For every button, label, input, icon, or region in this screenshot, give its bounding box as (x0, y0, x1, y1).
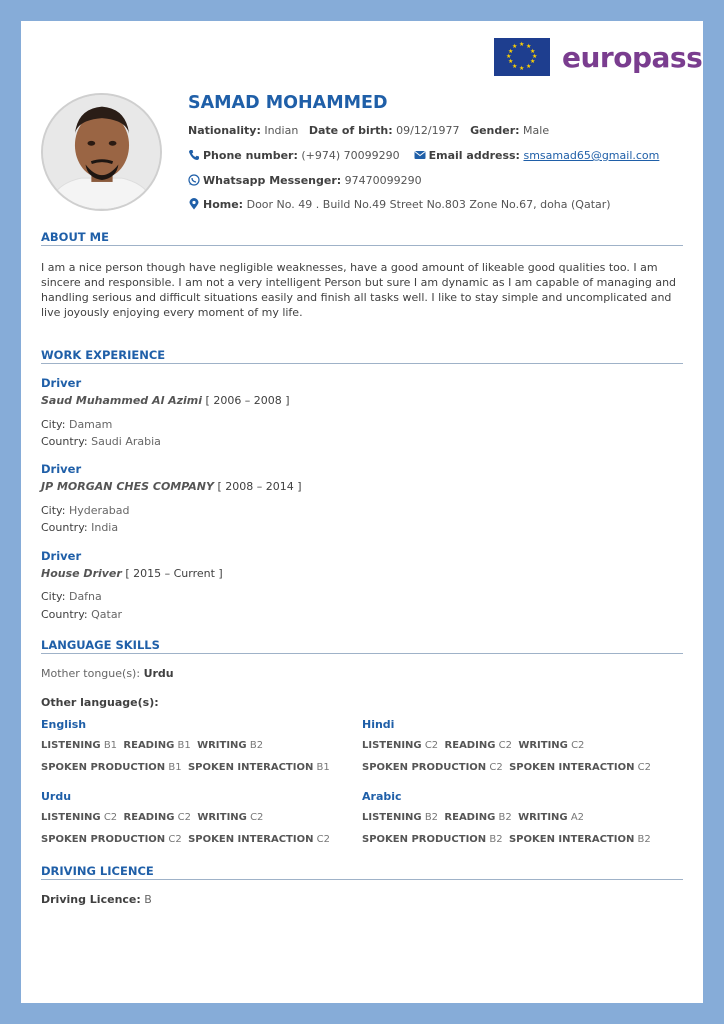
about-text: I am a nice person though have negligible weaknesses, have a good amount of likeable good qualities too. I am sincere and responsible. I am not a very intelligent Person but sure I am dynamic as I am capable of managing and handling serious and difficult situations easily and finish all tasks well. I like to stay simple and uncomplicated and live joyously enjoying every moment of my life. (41, 261, 677, 319)
language-skills-row (41, 812, 263, 823)
phone-value: (+974) 70099290 (301, 149, 400, 162)
driving-licence-value: B (144, 893, 152, 906)
listening-level: C2 (103, 812, 118, 823)
job-period: [ 2006 – 2008 ] (205, 394, 290, 407)
job-employer (41, 480, 302, 493)
spoken-production-label: SPOKEN PRODUCTION (41, 834, 166, 845)
writing-label: WRITING (518, 812, 568, 823)
phone-label: Phone number: (203, 149, 298, 162)
country-label: Country: (41, 435, 88, 448)
country-label: Country: (41, 608, 88, 621)
reading-level: B2 (498, 812, 512, 823)
listening-label: LISTENING (362, 740, 422, 751)
whatsapp-icon (188, 174, 200, 186)
spoken-interaction-label: SPOKEN INTERACTION (509, 762, 635, 773)
language-skills-row (41, 762, 330, 773)
job-period: [ 2015 – Current ] (125, 567, 223, 580)
language-skills-row (41, 834, 330, 845)
job-city (41, 418, 112, 431)
cv-page (21, 21, 703, 1003)
job-country (41, 608, 122, 621)
profile-photo (41, 93, 162, 211)
gender-value: Male (523, 124, 550, 137)
eu-flag-icon: ★ ★ ★ ★ ★ ★ ★ ★ ★ ★ ★ ★ (494, 38, 550, 76)
whatsapp-label: Whatsapp Messenger: (203, 174, 342, 187)
city-label: City: (41, 418, 66, 431)
other-languages-label: Other language(s): (41, 696, 159, 709)
language-skills-row (362, 812, 584, 823)
job-city (41, 504, 129, 517)
home-value: Door No. 49 . Build No.49 Street No.803 Zone No.67, doha (Qatar) (246, 198, 611, 211)
writing-label: WRITING (197, 740, 247, 751)
spoken-production-label: SPOKEN PRODUCTION (362, 762, 487, 773)
reading-level: C2 (177, 812, 191, 823)
listening-label: LISTENING (41, 812, 101, 823)
dob-label: Date of birth: (308, 124, 393, 137)
spoken-interaction-label: SPOKEN INTERACTION (508, 834, 635, 845)
gender-label: Gender: (470, 124, 520, 137)
spoken-production-label: SPOKEN PRODUCTION (362, 834, 487, 845)
listening-label: LISTENING (362, 812, 422, 823)
job-title: Driver (41, 462, 82, 476)
phone-icon (188, 149, 200, 161)
language-name: English (41, 718, 87, 731)
reading-label: READING (123, 740, 175, 751)
personal-details-line (188, 124, 549, 137)
spoken-interaction-level: B2 (637, 834, 651, 845)
driving-title: DRIVING LICENCE (41, 864, 683, 880)
writing-level: C2 (250, 812, 264, 823)
mother-tongue (41, 667, 174, 680)
reading-level: C2 (498, 740, 512, 751)
dob-value: 09/12/1977 (396, 124, 460, 137)
reading-label: READING (444, 812, 496, 823)
mother-tongue-value: Urdu (143, 667, 174, 680)
driving-licence (41, 893, 152, 906)
job-title: Driver (41, 549, 82, 563)
spoken-production-level: C2 (489, 762, 503, 773)
home-label: Home: (203, 198, 244, 211)
mother-tongue-label: Mother tongue(s): (41, 667, 141, 680)
country-value: India (91, 521, 119, 534)
writing-level: B2 (249, 740, 264, 751)
country-label: Country: (41, 521, 88, 534)
job-country (41, 521, 118, 534)
logo-text: europass (562, 40, 703, 74)
job-city (41, 590, 102, 603)
city-label: City: (41, 504, 66, 517)
job-period: [ 2008 – 2014 ] (217, 480, 302, 493)
writing-level: C2 (571, 740, 585, 751)
spoken-production-level: C2 (168, 834, 182, 845)
listening-level: B1 (103, 740, 118, 751)
home-line (188, 198, 611, 211)
city-value: Dafna (68, 590, 102, 603)
language-skills-row (362, 834, 651, 845)
nationality-label: Nationality: (188, 124, 261, 137)
spoken-production-level: B1 (168, 762, 182, 773)
reading-label: READING (444, 740, 496, 751)
language-name: Arabic (362, 790, 402, 803)
job-employer (41, 394, 290, 407)
person-name: SAMAD MOHAMMED (188, 93, 388, 113)
whatsapp-line (188, 174, 422, 187)
job-employer (41, 567, 223, 580)
employer-name: JP MORGAN CHES COMPANY (41, 480, 214, 493)
europass-logo (494, 38, 702, 76)
listening-level: C2 (424, 740, 439, 751)
nationality-value: Indian (264, 124, 299, 137)
spoken-interaction-level: C2 (316, 834, 331, 845)
listening-label: LISTENING (41, 740, 101, 751)
spoken-interaction-level: B1 (316, 762, 330, 773)
city-value: Damam (68, 418, 113, 431)
employer-name: Saud Muhammed Al Azimi (41, 394, 203, 407)
country-value: Qatar (91, 608, 123, 621)
spoken-production-label: SPOKEN PRODUCTION (41, 762, 166, 773)
whatsapp-value: 97470099290 (344, 174, 422, 187)
languages-title: LANGUAGE SKILLS (41, 638, 683, 654)
writing-level: A2 (570, 812, 585, 823)
contact-line (188, 149, 659, 162)
city-value: Hyderabad (68, 504, 130, 517)
reading-label: READING (123, 812, 175, 823)
writing-label: WRITING (197, 812, 247, 823)
language-name: Urdu (41, 790, 72, 803)
language-skills-row (362, 762, 651, 773)
email-link[interactable]: smsamad65@gmail.com (523, 149, 660, 162)
writing-label: WRITING (518, 740, 568, 751)
job-country (41, 435, 161, 448)
language-skills-row (41, 740, 263, 751)
language-skills-row (362, 740, 584, 751)
employer-name: House Driver (41, 567, 122, 580)
driving-licence-label: Driving Licence: (41, 893, 141, 906)
spoken-interaction-level: C2 (637, 762, 652, 773)
country-value: Saudi Arabia (91, 435, 161, 448)
email-label: Email address: (428, 149, 520, 162)
reading-level: B1 (177, 740, 191, 751)
city-label: City: (41, 590, 66, 603)
job-title: Driver (41, 376, 82, 390)
work-title: WORK EXPERIENCE (41, 348, 683, 364)
spoken-production-level: B2 (489, 834, 503, 845)
email-icon (414, 149, 426, 161)
listening-level: B2 (424, 812, 439, 823)
language-name: Hindi (362, 718, 395, 731)
about-title: ABOUT ME (41, 230, 683, 246)
location-pin-icon (188, 198, 200, 210)
spoken-interaction-label: SPOKEN INTERACTION (188, 834, 314, 845)
spoken-interaction-label: SPOKEN INTERACTION (187, 762, 314, 773)
